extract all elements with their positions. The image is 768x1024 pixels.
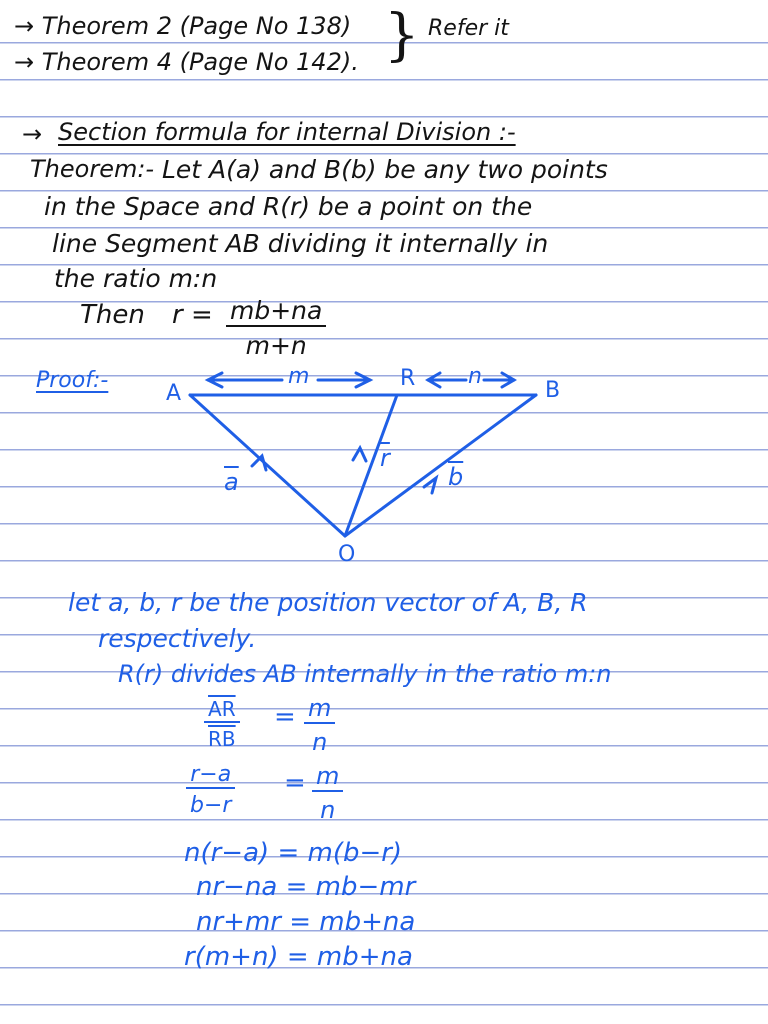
point-O-label: O — [338, 542, 356, 567]
step1-rhs-denominator: n — [312, 728, 328, 756]
point-A-label: A — [166, 381, 182, 406]
vector-r-label: $\overline{r}$ — [380, 444, 390, 472]
section-arrow: → — [22, 120, 43, 148]
then-numerator: mb+na — [226, 296, 326, 327]
step2-denominator: b−r — [190, 793, 232, 818]
vector-a-label: $\overline{a}$ — [224, 468, 239, 496]
step2-equals: = — [284, 768, 306, 798]
theorem-line-1: Let A(a) and B(b) be any two points — [162, 155, 608, 184]
vec-a-arrowhead — [252, 456, 266, 470]
then-lhs: r = — [172, 300, 213, 330]
segment-n-label: n — [468, 364, 482, 389]
theorem-line-3: line Segment AB dividing it internally in — [52, 229, 549, 258]
step1-denominator: RB — [208, 727, 236, 751]
step2-rhs-fraction — [312, 762, 343, 824]
step5-equation: nr+mr = mb+na — [196, 907, 416, 937]
step1-rhs-fraction — [304, 694, 335, 756]
reference-theorem-2: → Theorem 2 (Page No 138) — [14, 12, 352, 40]
proof-line-1: let a, b, r be the position vector of A, B, R — [68, 588, 588, 617]
vec-r-arrowhead — [353, 448, 366, 461]
vector-b-label: $\overline{b}$ — [448, 463, 464, 491]
theorem-line-2: in the Space and R(r) be a point on the — [44, 192, 533, 221]
step1-rhs-numerator: m — [304, 694, 335, 724]
step2-lhs-fraction — [186, 762, 235, 818]
segment-m-label: m — [288, 364, 310, 389]
theorem-label: Theorem:- — [30, 155, 155, 183]
point-R-label: R — [400, 366, 416, 391]
segment-OB — [345, 395, 536, 536]
segment-OA — [190, 395, 345, 536]
section-heading: Section formula for internal Division :- — [58, 118, 516, 146]
reference-theorem-4: → Theorem 4 (Page No 142). — [14, 48, 359, 76]
theorem-line-4: the ratio m:n — [54, 264, 218, 293]
brace-symbol: } — [384, 3, 420, 68]
proof-line-3: R(r) divides AB internally in the ratio m:n — [118, 660, 612, 688]
step3-equation: n(r−a) = m(b−r) — [184, 838, 403, 868]
refer-note: Refer it — [428, 16, 509, 41]
step4-equation: nr−na = mb−mr — [196, 872, 416, 902]
proof-line-2: respectively. — [98, 624, 257, 653]
step2-numerator: r−a — [186, 762, 235, 789]
step2-rhs-denominator: n — [320, 796, 336, 824]
step2-rhs-numerator: m — [312, 762, 343, 792]
step1-equals: = — [274, 702, 296, 732]
step1-numerator: $\overline{AR}$ — [204, 697, 240, 723]
step1-lhs-fraction — [204, 697, 240, 751]
point-B-label: B — [545, 378, 561, 403]
then-denominator: m+n — [245, 331, 307, 360]
vec-b-arrowhead — [424, 478, 436, 493]
step6-equation: r(m+n) = mb+na — [184, 942, 413, 972]
proof-label: Proof:- — [36, 368, 109, 393]
then-label: Then — [80, 300, 145, 330]
